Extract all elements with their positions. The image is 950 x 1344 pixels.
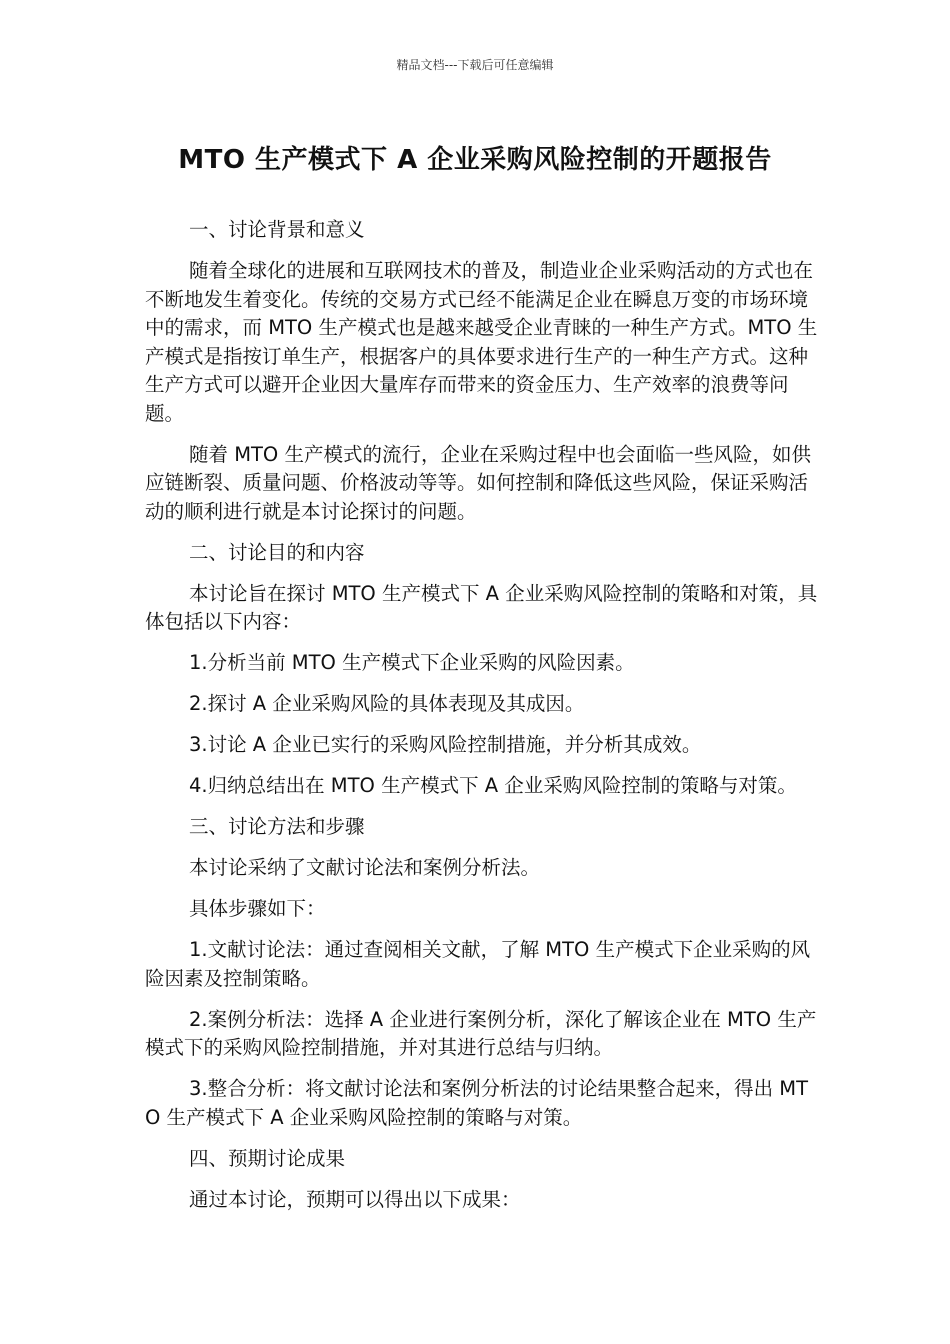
list-item: 3.整合分析：将文献讨论法和案例分析法的讨论结果整合起来，得出 MTO 生产模式下 A 企业采购风险控制的策略与对策。 bbox=[145, 1077, 809, 1129]
paragraph: 随着 MTO 生产模式的流行，企业在采购过程中也会面临一些风险，如供应链断裂、质量问题、价格波动等等。如何控制和降低这些风险，保证采购活动的顺利进行就是本讨论探讨的问题。 bbox=[145, 442, 811, 523]
list-item: 1.文献讨论法：通过查阅相关文献，了解 MTO 生产模式下企业采购的风险因素及控制策略。 bbox=[145, 938, 811, 990]
section-heading-background: 一、讨论背景和意义 bbox=[189, 218, 365, 241]
list-item: 1.分析当前 MTO 生产模式下企业采购的风险因素。 bbox=[189, 651, 635, 674]
document-body bbox=[145, 216, 820, 1227]
paragraph: 随着全球化的进展和互联网技术的普及，制造业企业采购活动的方式也在不断地发生着变化。传统的交易方式已经不能满足企业在瞬息万变的市场环境中的需求，而 MTO 生产模式也是越来越受企业青睐的一种生产方式。MTO 生产模式是指按订单生产，根据客户的具体要求进行生产的一种生产方式。这种生产方式可以避开企业因大量库存而带来的资金压力、生产效率的浪费等问题。 bbox=[145, 259, 818, 425]
list-item: 2.案例分析法：选择 A 企业进行案例分析，深化了解该企业在 MTO 生产模式下的采购风险控制措施，并对其进行总结与归纳。 bbox=[145, 1007, 817, 1059]
document-title: MTO 生产模式下 A 企业采购风险控制的开题报告 bbox=[178, 145, 772, 175]
page-header-watermark: 精品文档---下载后可任意编辑 bbox=[396, 58, 554, 72]
paragraph: 本讨论采纳了文献讨论法和案例分析法。 bbox=[189, 856, 541, 879]
paragraph: 本讨论旨在探讨 MTO 生产模式下 A 企业采购风险控制的策略和对策，具体包括以下内容： bbox=[145, 581, 818, 633]
list-item: 3.讨论 A 企业已实行的采购风险控制措施，并分析其成效。 bbox=[189, 733, 702, 756]
list-item: 4.归纳总结出在 MTO 生产模式下 A 企业采购风险控制的策略与对策。 bbox=[189, 774, 797, 797]
section-heading-outcomes: 四、预期讨论成果 bbox=[189, 1146, 346, 1170]
paragraph: 通过本讨论，预期可以得出以下成果： bbox=[189, 1187, 521, 1211]
section-heading-method: 三、讨论方法和步骤 bbox=[189, 815, 365, 838]
paragraph: 具体步骤如下： bbox=[189, 897, 326, 920]
section-heading-purpose: 二、讨论目的和内容 bbox=[189, 540, 365, 564]
list-item: 2.探讨 A 企业采购风险的具体表现及其成因。 bbox=[189, 692, 585, 715]
